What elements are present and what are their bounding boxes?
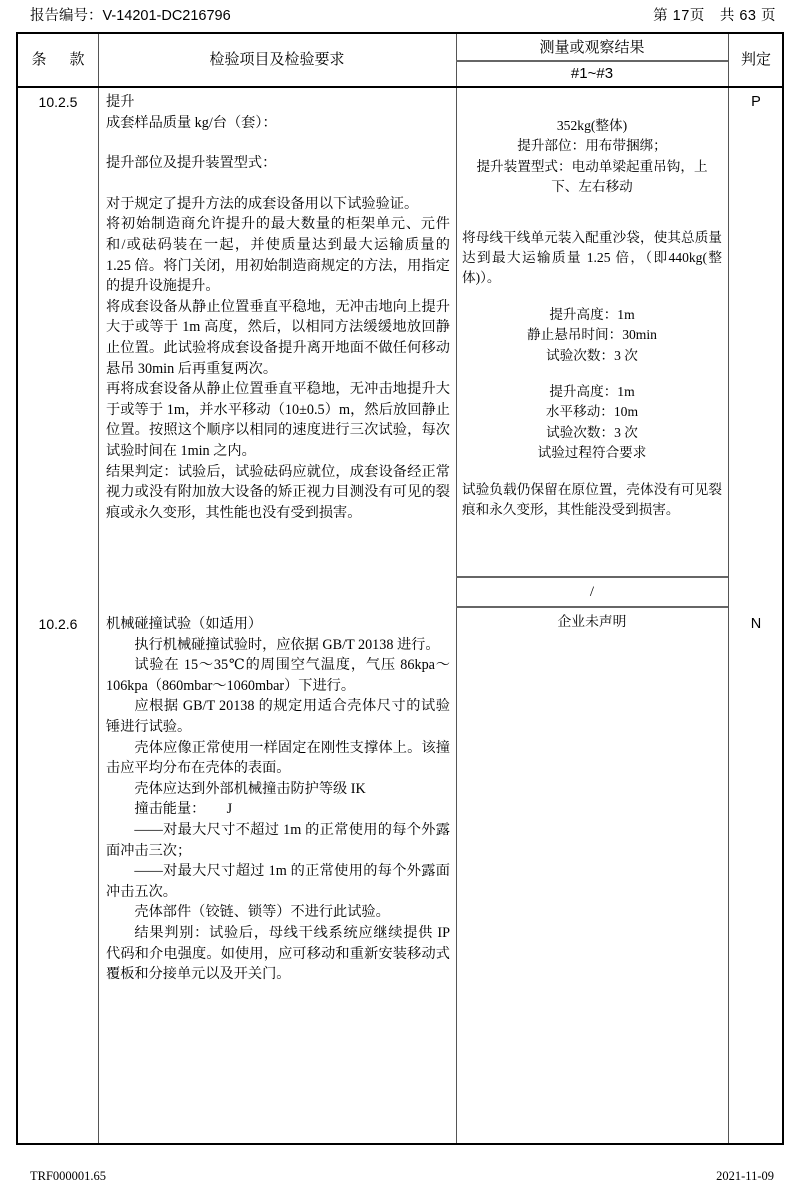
slash-mark: /	[589, 584, 595, 600]
item-line: 结果判定：试验后，试验砝码应就位，成套设备经正常视力或没有附加放大设备的矫正视力目测没有可见的裂痕或永久变形，其性能也没有受到损害。	[106, 463, 450, 521]
item-para: 撞击能量： J	[134, 801, 233, 818]
result-text-10-2-6: 企业未声明	[557, 614, 627, 629]
table-body	[18, 88, 782, 1143]
trf-code: TRF000001.65	[30, 1169, 107, 1183]
item-line: 将初始制造商允许提升的最大数量的柜架单元、元件和/或砝码装在一起，并使质量达到最大运输质量的 1.25 倍。将门关闭，用初始制造商规定的方法，用指定的提升设施提升。	[106, 216, 450, 295]
verdict-10-2-5: P	[751, 94, 761, 110]
result-line: 静止悬吊时间：30min	[527, 327, 657, 343]
inspection-item-column	[98, 88, 456, 523]
measurement-result-column	[456, 88, 728, 521]
item-para: 应根据 GB/T 20138 的规定用适合壳体尺寸的试验锤进行试验。	[106, 698, 450, 735]
item-para: 执行机械碰撞试验时，应依据 GB/T 20138 进行。	[134, 636, 440, 653]
slash-strip-bottom-rule	[456, 606, 728, 608]
result-line: 试验过程符合要求	[537, 445, 647, 461]
result-spacer	[462, 94, 722, 116]
page-indicator: 第 17页 共 63 页	[653, 8, 776, 24]
result-line: 试验次数：3 次	[546, 424, 638, 440]
item-para: ——对最大尺寸不超过 1m 的正常使用的每个外露面冲击三次；	[106, 821, 450, 859]
header-measurement-result: 测量或观察结果	[539, 39, 645, 56]
result-line: 提升部位：用布带捆绑；	[517, 138, 667, 154]
item-line: 成套样品质量 kg/台（套）：	[106, 114, 277, 131]
item-line: 对于规定了提升方法的成套设备用以下试验验证。	[106, 195, 419, 212]
header-verdict: 判定	[740, 51, 771, 68]
item-text-10-2-6	[98, 610, 456, 985]
result-line: 提升装置型式：电动单梁起重吊钩，上	[476, 158, 708, 174]
item-line: 再将成套设备从静止位置垂直平稳地，无冲击地提升大于或等于 1m，并水平移动（10±0.5）m，然后放回静止位置。按照这个顺序以相同的速度进行三次试验，每次试验时间在 1min 之内。	[106, 381, 450, 459]
result-spacer	[462, 366, 722, 382]
result-paragraph: 将母线干线单元装入配重沙袋，使其总质量达到最大运输质量 1.25 倍，（即440kg(整体)）。	[462, 229, 722, 286]
result-text-10-2-5	[456, 88, 728, 521]
verdict-10-2-6: N	[750, 616, 762, 632]
inspection-table	[16, 32, 784, 1145]
table-header	[18, 34, 782, 86]
item-para: ——对最大尺寸超过 1m 的正常使用的每个外露面冲击五次。	[106, 863, 450, 900]
item-title-10-2-6: 机械碰撞试验（如适用）	[106, 616, 263, 632]
item-para: 结果判别：试验后，母线干线系统应继续提供 IP 代码和介电强度。如使用，应可移动和重新安装移动式覆板和分接单元以及开关门。	[106, 924, 450, 983]
item-line: 提升部位及提升装置型式：	[106, 155, 277, 172]
result-line: 352kg(整体)	[556, 118, 628, 133]
result-line: 水平移动：10m	[545, 404, 639, 420]
item-para: 试验在 15～35℃的周围空气温度，气压 86kpa～106kpa（860mbar～1060mbar）下进行。	[106, 657, 450, 694]
header-clause: 条 款	[31, 51, 89, 68]
result-line: 提升高度：1m	[549, 384, 635, 400]
item-para: 壳体部件（铰链、锁等）不进行此试验。	[134, 904, 390, 921]
item-text-10-2-5	[98, 88, 456, 523]
report-number: 报告编号：V-14201-DC216796	[30, 8, 231, 24]
clause-number-10-2-5: 10.2.5	[38, 94, 78, 110]
result-slash-strip	[456, 576, 728, 608]
result-spacer	[462, 464, 722, 480]
header-inspection-item: 检验项目及检验要求	[209, 51, 345, 68]
item-para: 壳体应达到外部机械撞击防护等级 IK	[134, 780, 366, 797]
footer-date: 2021-11-09	[716, 1169, 774, 1183]
inspection-item-column-10-2-6	[98, 610, 456, 985]
result-paragraph: 试验负载仍保留在原位置，壳体没有可见裂痕和永久变形，其性能没受到损害。	[462, 481, 722, 518]
item-para: 壳体应像正常使用一样固定在刚性支撑体上。该撞击应平均分布在壳体的表面。	[106, 739, 450, 777]
document-header	[0, 4, 800, 28]
clause-number-10-2-6: 10.2.6	[38, 616, 78, 632]
result-line: 下、左右移动	[551, 179, 633, 195]
header-sample-range: #1~#3	[570, 65, 614, 82]
result-spacer	[462, 289, 722, 305]
item-line: 提升	[106, 94, 135, 110]
item-line: 将成套设备从静止位置垂直平稳地，无冲击地向上提升大于或等于 1m 高度，然后，以相同方法缓缓地放回静止位置。此试验将成套设备提升离开地面不做任何移动悬吊 30min 后再重复两次。	[106, 298, 450, 377]
document-footer	[0, 1165, 800, 1187]
result-spacer	[462, 198, 722, 228]
result-line: 试验次数：3 次	[546, 347, 638, 363]
result-line: 提升高度：1m	[549, 306, 635, 322]
